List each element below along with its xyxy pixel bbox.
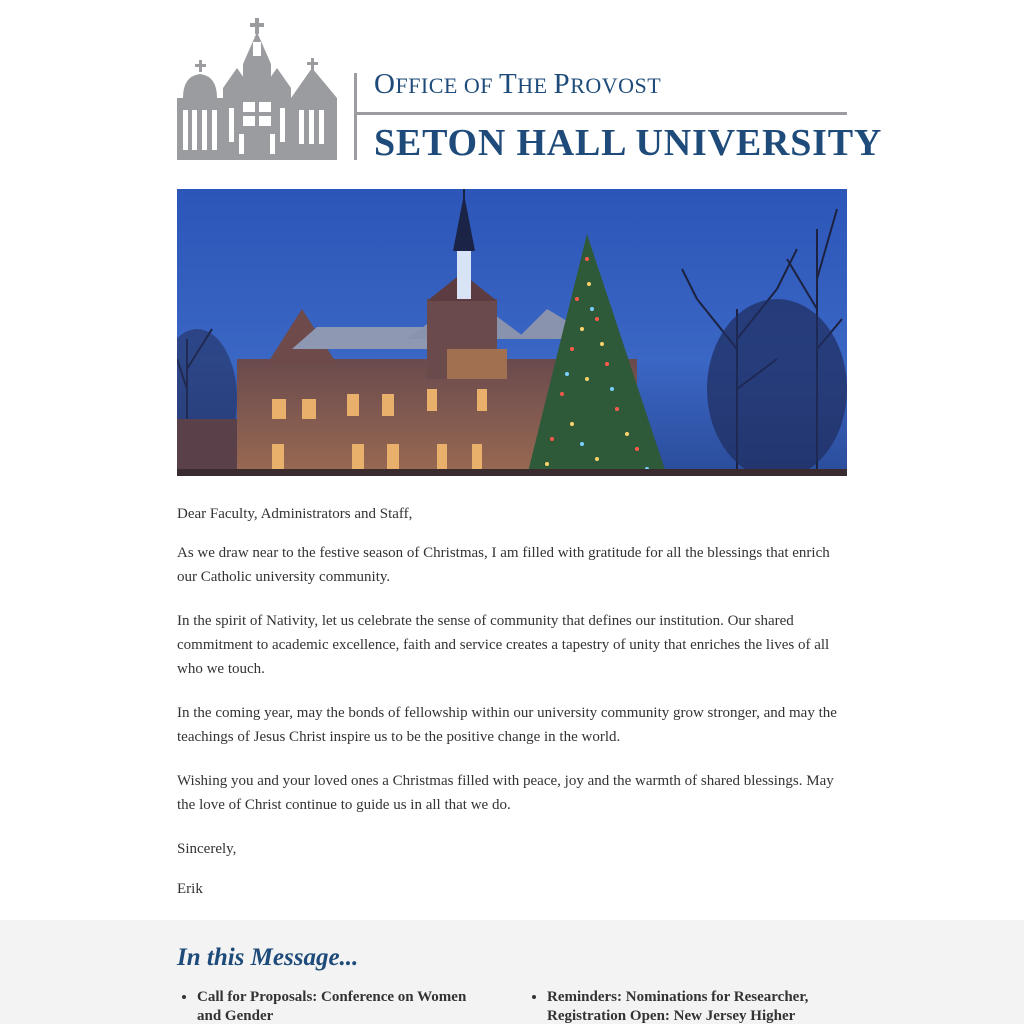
toc-right-column	[527, 988, 837, 1026]
university-name: SETON HALL UNIVERSITY	[374, 122, 883, 164]
university-building-logo-icon	[177, 18, 339, 160]
toc-left-column	[177, 988, 487, 1026]
toc-link-reminders[interactable]: • Reminders: Nominations for Researcher, Registration Open: New Jersey Higher	[547, 988, 837, 1026]
letter-paragraph: In the spirit of Nativity, let us celebrate the sense of community that defines our institution. Our shared commitment to academic excellence, faith and service creates a tapestry of unity that enriches the lives of all who we touch.	[177, 613, 830, 677]
logo-divider	[354, 73, 357, 160]
letter-paragraph: In the coming year, may the bonds of fellowship within our university community grow stronger, and may the teachings of Jesus Christ inspire us to be the positive change in the world.	[177, 705, 837, 745]
letter-paragraph: As we draw near to the festive season of Christmas, I am filled with gratitude for all the blessings that enrich our Catholic university community.	[177, 545, 830, 585]
header-logo[interactable]	[177, 0, 883, 189]
toc-link-conference-women-gender[interactable]: • Call for Proposals: Conference on Women and Gender	[197, 988, 487, 1026]
letter-greeting: Dear Faculty, Administrators and Staff,	[177, 506, 413, 522]
email-container	[177, 0, 883, 901]
office-of-the-provost-title: OFFICE OF THE PROVOST	[374, 68, 662, 100]
logo-rule	[357, 112, 847, 115]
letter-body	[177, 502, 847, 901]
letter-signature: Erik	[177, 881, 203, 897]
hero-image-campus-christmas	[177, 189, 847, 476]
in-this-message-heading: In this Message...	[177, 944, 359, 971]
in-this-message-section	[0, 920, 1024, 1024]
letter-closing: Sincerely,	[177, 841, 237, 857]
letter-paragraph: Wishing you and your loved ones a Christmas filled with peace, joy and the warmth of shared blessings. May the love of Christ continue to guide us in all that we do.	[177, 773, 834, 813]
